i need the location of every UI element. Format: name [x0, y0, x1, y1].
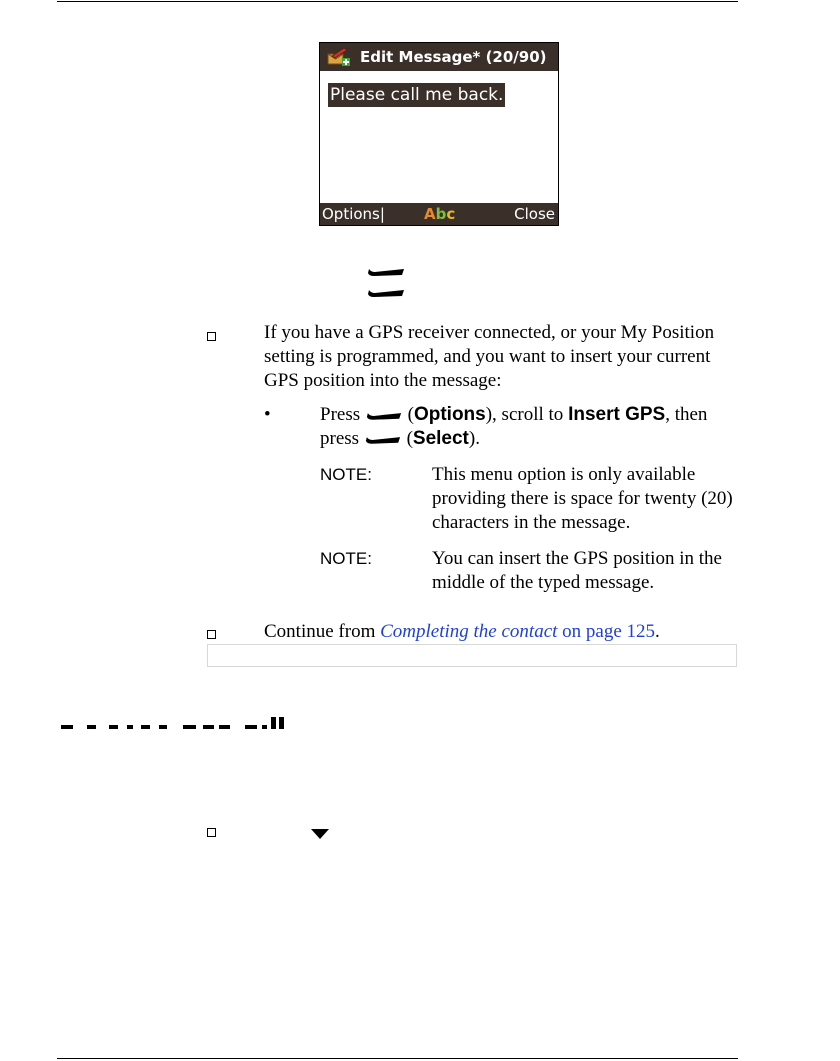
down-arrow-icon [310, 828, 330, 840]
soft-key-options[interactable]: Options| [322, 205, 385, 223]
paren-open: ( [406, 428, 413, 449]
continue-instruction [264, 620, 744, 644]
options-label: Options [413, 404, 486, 425]
softkey-icon [364, 432, 402, 446]
insert-gps-label: Insert GPS [568, 404, 666, 425]
softkey-icon [366, 264, 406, 278]
empty-frame [207, 644, 737, 667]
soft-key-close[interactable]: Close [514, 205, 555, 223]
section-heading-fragment [57, 707, 357, 735]
select-close: ). [468, 428, 480, 449]
press-word: Press [320, 404, 361, 425]
checkbox-icon [207, 828, 216, 837]
input-mode-indicator: Abc [424, 205, 456, 223]
gps-intro-text: If you have a GPS receiver connected, or your My Position setting is programmed, and you want to insert your current GPS position into the message: [264, 322, 715, 391]
note-text: You can insert the GPS position in the middle of the typed message. [432, 548, 722, 593]
scroll-to-text: ), scroll to [485, 404, 564, 425]
continue-end: . [655, 621, 660, 642]
completing-contact-link[interactable]: Completing the contact on page 125 [380, 621, 656, 642]
softkey-icon [366, 285, 406, 299]
bottom-rule [57, 1058, 738, 1059]
note-label: NOTE: [320, 549, 372, 568]
continue-prefix: Continue from [264, 621, 376, 642]
heading-fragment-marks [57, 707, 357, 735]
top-rule [57, 1, 738, 2]
note-label: NOTE: [320, 465, 372, 484]
checkbox-icon [207, 332, 216, 341]
note-text: This menu option is only available providing there is space for twenty (20) characters in the message. [432, 464, 733, 533]
press-options-instruction [320, 403, 740, 451]
then-press-text: , then press [320, 404, 708, 449]
phone-title: Edit Message* (20/90) [360, 48, 547, 66]
soft-key-bar [320, 203, 558, 225]
phone-title-bar [320, 43, 558, 71]
select-label: Select [412, 428, 469, 449]
bullet: • [264, 404, 271, 425]
phone-screen [319, 42, 559, 226]
softkey-icon [365, 408, 403, 422]
checkbox-icon [207, 630, 216, 639]
paren-open: ( [407, 404, 414, 425]
message-text[interactable]: Please call me back. [330, 85, 504, 105]
message-edit-icon [326, 47, 352, 67]
